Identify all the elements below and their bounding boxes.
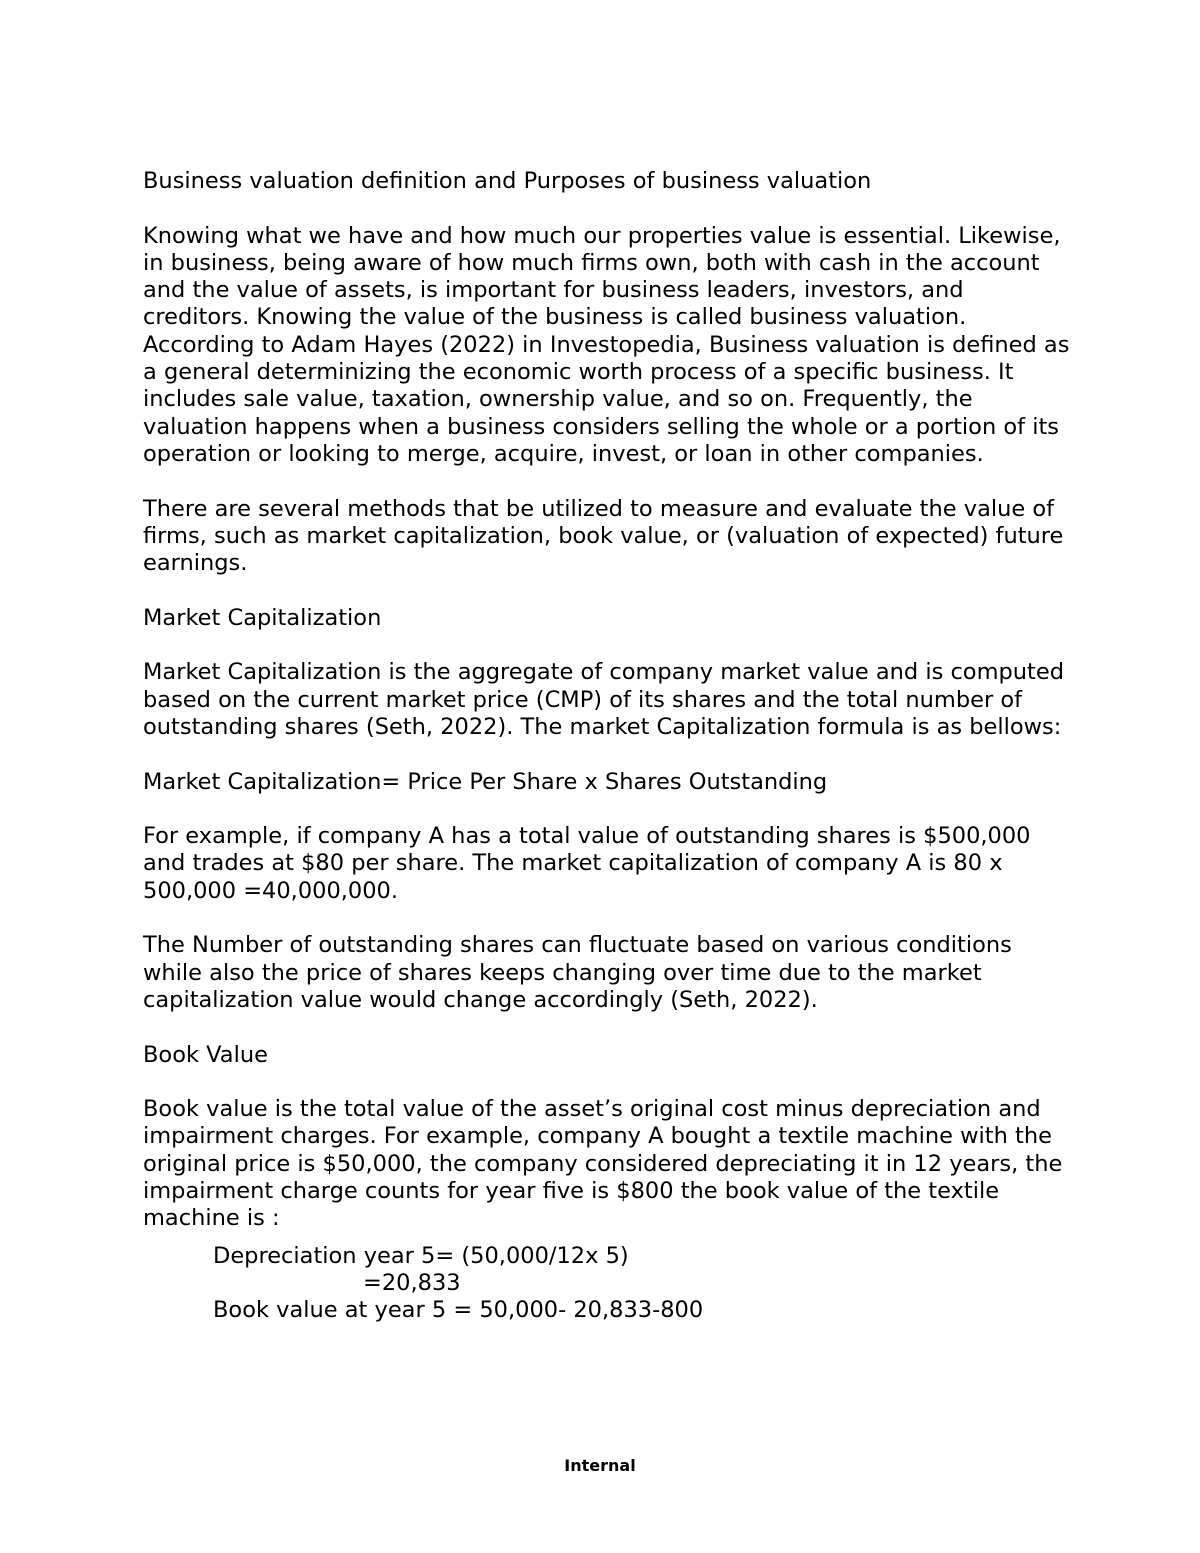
document-body xyxy=(143,168,1073,1324)
depreciation-result-line: =20,833 xyxy=(363,1269,461,1296)
paragraph-market-cap-definition: Market Capitalization is the aggregate of company market value and is computed based on the current market price (CMP) of its shares and the total number of outstanding shares (Seth, 2022). The market Capitalization formula is as bellows: xyxy=(143,659,1064,740)
footer-classification-label: Internal xyxy=(564,1456,636,1475)
paragraph-market-cap-example: For example, if company A has a total value of outstanding shares is $500,000 and trades at $80 per share. The market capitalization of company A is 80 x 500,000 =40,000,000. xyxy=(143,823,1031,904)
book-value-formula-line: Book value at year 5 = 50,000- 20,833-800 xyxy=(213,1297,704,1324)
paragraph-valuation-methods: There are several methods that be utilized to measure and evaluate the value of firms, such as market capitalization, book value, or (valuation of expected) future earnings. xyxy=(143,495,1064,577)
paragraph-outstanding-shares: The Number of outstanding shares can fluctuate based on various conditions while also the price of shares keeps changing over time due to the market capitalization value would change accordingly (Seth, 2022). xyxy=(143,932,1012,1013)
depreciation-formula-line: Depreciation year 5= (50,000/12x 5) xyxy=(213,1242,629,1269)
section-title-market-capitalization: Market Capitalization xyxy=(143,604,382,631)
section-title-book-value: Book Value xyxy=(143,1041,268,1068)
paragraph-valuation-definition: Knowing what we have and how much our properties value is essential. Likewise, in business, being aware of how much firms own, both with cash in the account and the value of assets, is important for business leaders, investors, and creditors. Knowing the value of the business is called business valuation. According to Adam Hayes (2022) in Investopedia, Business valuation is defined as a general determinizing the economic worth process of a specific business. It includes sale value, taxation, ownership value, and so on. Frequently, the valuation happens when a business considers selling the whole or a portion of its operation or looking to merge, acquire, invest, or loan in other companies. xyxy=(143,222,1070,467)
market-cap-formula: Market Capitalization= Price Per Share x Shares Outstanding xyxy=(143,768,828,795)
paragraph-book-value-definition: Book value is the total value of the asset’s original cost minus depreciation and impairment charges. For example, company A bought a textile machine with the original price is $50,000, the company considered depreciating it in 12 years, the impairment charge counts for year five is $800 the book value of the textile machine is : xyxy=(143,1096,1063,1232)
book-value-calculation xyxy=(213,1243,1073,1325)
section-title-business-valuation: Business valuation definition and Purposes of business valuation xyxy=(143,168,872,194)
